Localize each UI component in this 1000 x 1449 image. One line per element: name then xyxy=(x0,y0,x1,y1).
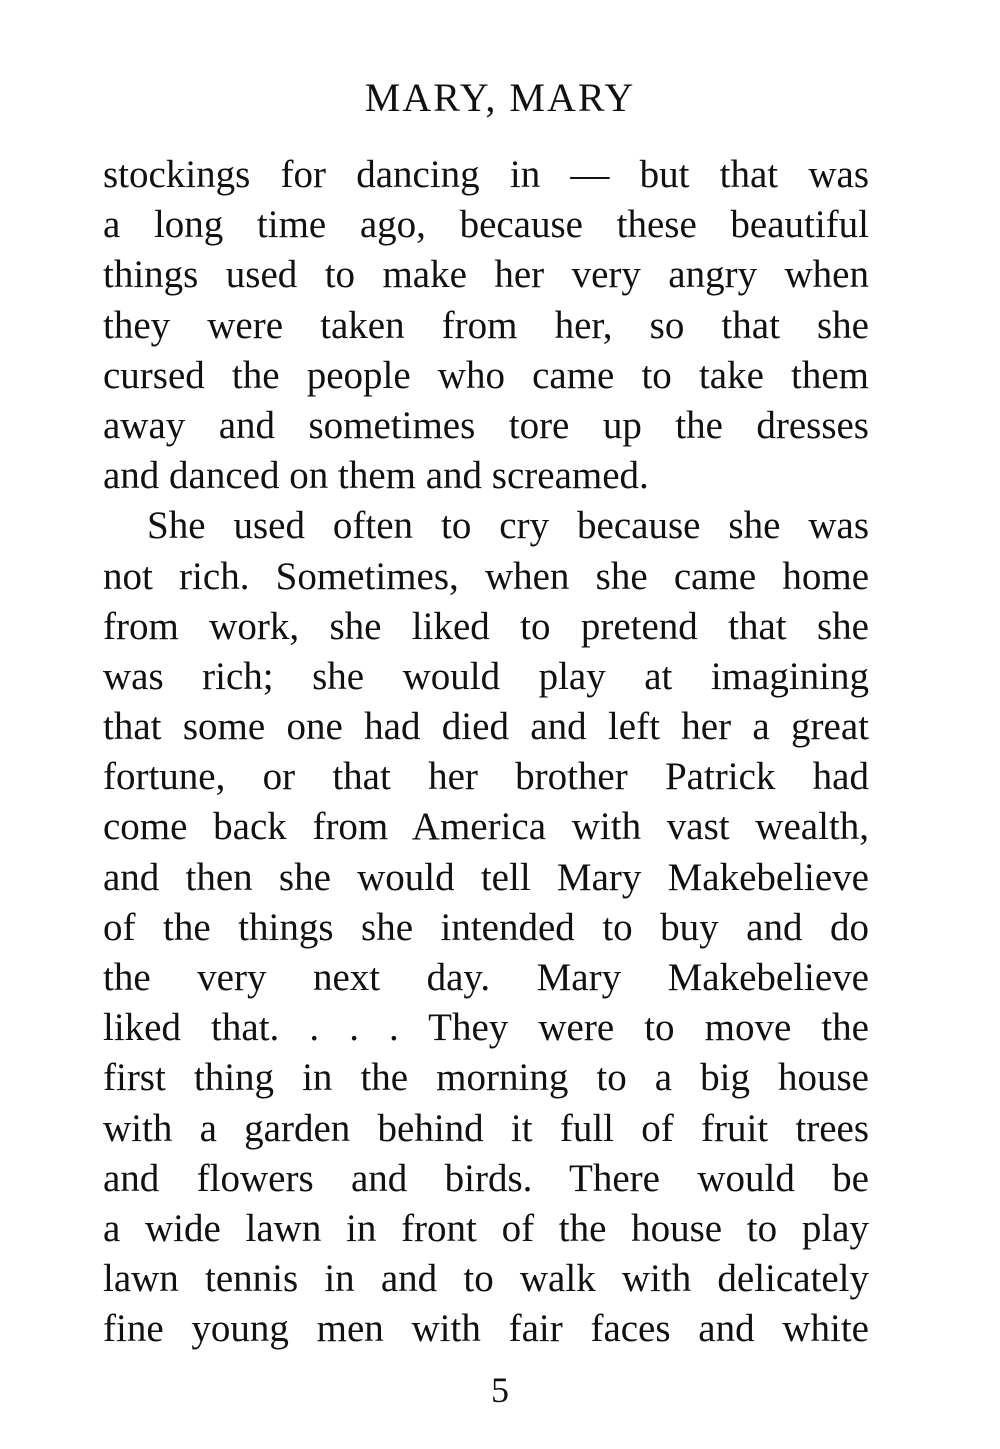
text-line: stockings for dancing in — but that was xyxy=(103,153,869,196)
text-line: not rich. Sometimes, when she came home xyxy=(103,554,869,598)
text-line: away and sometimes tore up the dresses xyxy=(103,403,869,447)
text-line: things used to make her very angry when xyxy=(103,253,869,297)
text-line: with a garden behind it full of fruit trees xyxy=(103,1106,869,1150)
text-line: fortune, or that her brother Patrick had xyxy=(103,755,869,799)
text-line: and danced on them and screamed. xyxy=(103,454,649,498)
text-line: a long time ago, because these beautiful xyxy=(103,203,869,247)
page-number: 5 xyxy=(491,1370,509,1410)
text-line: and then she would tell Mary Makebelieve xyxy=(103,855,869,899)
text-line: they were taken from her, so that she xyxy=(103,303,869,347)
text-line: first thing in the morning to a big house xyxy=(103,1056,869,1100)
text-line: She used often to cry because she was xyxy=(147,504,869,548)
text-line: lawn tennis in and to walk with delicately xyxy=(103,1257,869,1301)
text-line: liked that. . . . They were to move the xyxy=(103,1006,869,1050)
text-line: come back from America with vast wealth, xyxy=(103,805,869,849)
text-line: was rich; she would play at imagining xyxy=(103,654,869,698)
text-line: and flowers and birds. There would be xyxy=(103,1156,869,1200)
text-line: cursed the people who came to take them xyxy=(103,353,869,397)
body-text xyxy=(103,150,869,1355)
text-line: of the things she intended to buy and do xyxy=(103,905,869,949)
text-line: a wide lawn in front of the house to play xyxy=(103,1206,869,1250)
text-line: fine young men with fair faces and white xyxy=(103,1307,869,1351)
text-line: from work, she liked to pretend that she xyxy=(103,604,869,648)
text-line: the very next day. Mary Makebelieve xyxy=(103,956,869,999)
text-line: that some one had died and left her a great xyxy=(103,705,869,749)
running-head: MARY, MARY xyxy=(364,75,636,120)
